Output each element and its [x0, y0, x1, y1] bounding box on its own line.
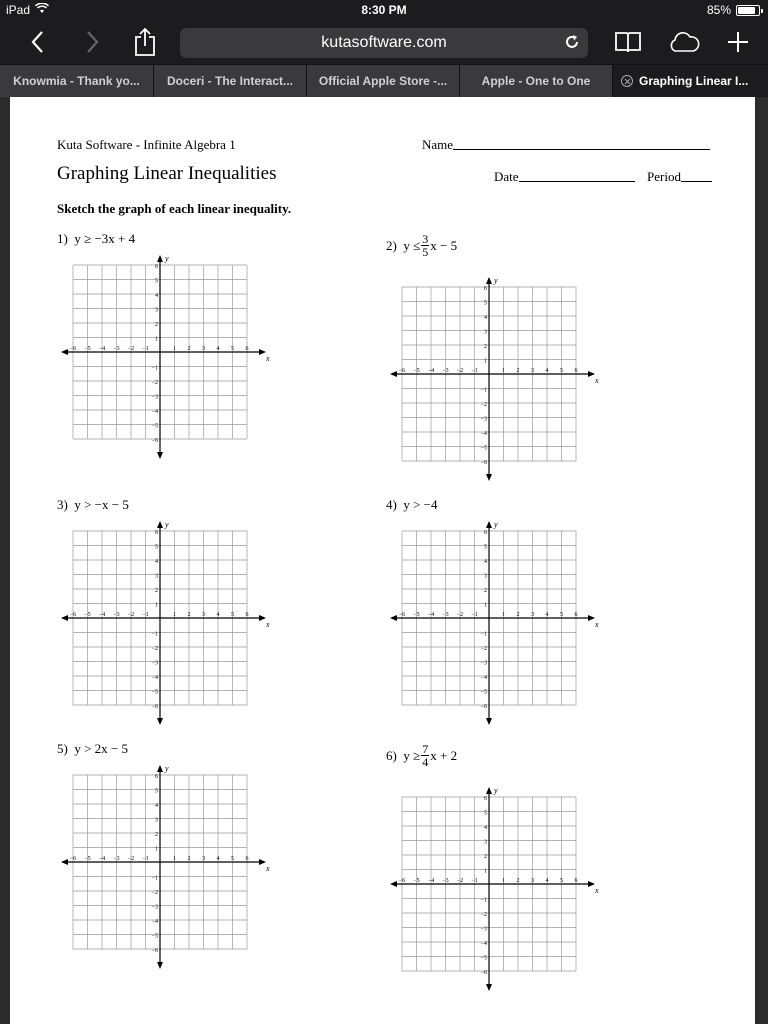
x-tick-label: −4: [427, 878, 435, 884]
tab-label: Apple - One to One: [481, 74, 591, 88]
y-tick-label: −6: [151, 704, 158, 710]
x-tick-label: 6: [245, 612, 249, 618]
url-text: kutasoftware.com: [321, 34, 447, 51]
tab-label: Doceri - The Interact...: [166, 74, 294, 88]
problem-number: 2): [386, 237, 397, 253]
x-tick-label: −3: [113, 612, 120, 618]
bookmarks-button[interactable]: [612, 26, 644, 58]
axis-arrowhead: [390, 881, 397, 887]
y-tick-label: −5: [480, 955, 487, 962]
x-tick-label: 5: [560, 368, 563, 374]
problem-number: 6): [386, 747, 397, 763]
x-tick-label: 4: [545, 612, 549, 618]
period-field: [647, 169, 712, 185]
fraction: [421, 233, 429, 258]
x-tick-label: −5: [413, 368, 420, 374]
axis-arrowhead: [486, 718, 492, 725]
x-tick-label: −4: [98, 346, 106, 352]
axis-arrowhead: [486, 474, 492, 481]
x-tick-label: 3: [202, 856, 205, 862]
y-tick-label: −3: [151, 904, 158, 911]
tab-graphing-linear[interactable]: [613, 65, 768, 97]
y-tick-label: −6: [480, 460, 487, 466]
problem-expression-tail: x − 5: [430, 237, 458, 253]
axis-arrowhead: [390, 615, 397, 621]
problem-3: [57, 497, 129, 513]
y-tick-label: 1: [484, 868, 487, 875]
instructions: Sketch the graph of each linear inequality.: [57, 201, 292, 216]
y-tick-label: 2: [155, 832, 158, 838]
x-tick-label: 5: [560, 612, 563, 618]
y-tick-label: −3: [480, 416, 487, 423]
y-tick-label: −2: [480, 402, 487, 408]
axis-arrowhead: [61, 859, 68, 865]
fraction-numerator: 7: [422, 742, 429, 756]
problem-expression: y ≥: [403, 747, 421, 763]
y-tick-label: 3: [155, 573, 158, 580]
problem-6: [386, 743, 457, 768]
plus-icon: [727, 31, 749, 53]
name-field: [422, 137, 710, 153]
tab-label: Official Apple Store -...: [318, 74, 448, 88]
cloud-icon: [667, 31, 701, 53]
x-tick-label: −4: [427, 368, 435, 374]
y-tick-label: −6: [480, 970, 487, 976]
fraction-numerator: 3: [422, 232, 429, 246]
y-tick-label: −2: [480, 912, 487, 918]
y-axis-label: y: [494, 521, 498, 529]
x-tick-label: 2: [516, 612, 520, 618]
x-tick-label: 3: [531, 878, 534, 884]
y-tick-label: 4: [484, 315, 487, 321]
y-tick-label: −1: [151, 631, 158, 638]
x-tick-label: −1: [471, 878, 478, 884]
date-label: Date: [494, 169, 519, 184]
axis-arrowhead: [588, 615, 595, 621]
x-tick-label: −1: [471, 368, 478, 374]
axis-arrowhead: [486, 787, 492, 794]
y-tick-label: 1: [155, 336, 158, 343]
y-tick-label: −6: [151, 948, 158, 954]
y-tick-label: 6: [484, 796, 487, 802]
address-bar[interactable]: [180, 28, 588, 58]
period-label: Period: [647, 169, 681, 184]
close-icon[interactable]: [621, 75, 633, 87]
y-tick-label: 4: [155, 293, 158, 299]
problem-5: [57, 741, 128, 757]
share-icon: [133, 27, 157, 57]
coordinate-grid-6[interactable]: [389, 787, 603, 993]
y-tick-label: 2: [484, 588, 487, 594]
y-tick-label: −5: [151, 933, 158, 940]
axis-arrowhead: [157, 962, 163, 969]
y-tick-label: −4: [151, 919, 158, 925]
x-tick-label: 3: [531, 368, 534, 374]
y-tick-label: −2: [151, 380, 158, 386]
x-tick-label: 1: [173, 856, 176, 862]
y-tick-label: −1: [480, 631, 487, 638]
share-button[interactable]: [130, 26, 160, 58]
axis-arrowhead: [157, 452, 163, 459]
x-tick-label: −5: [84, 856, 91, 862]
coordinate-grid-3[interactable]: [60, 521, 274, 727]
y-axis-label: y: [494, 787, 498, 795]
x-axis-label: x: [595, 886, 599, 895]
axis-arrowhead: [390, 371, 397, 377]
x-tick-label: −6: [69, 856, 77, 862]
x-tick-label: 5: [231, 612, 234, 618]
x-tick-label: −5: [84, 612, 91, 618]
x-tick-label: −6: [69, 612, 77, 618]
problem-expression-tail: x + 2: [430, 747, 458, 763]
axis-arrowhead: [157, 765, 163, 772]
x-tick-label: −1: [471, 612, 478, 618]
y-tick-label: 3: [484, 329, 487, 336]
x-tick-label: 2: [516, 368, 520, 374]
battery-percent: 85%: [706, 3, 731, 17]
new-tab-button[interactable]: [724, 26, 752, 58]
y-axis-label: y: [494, 277, 498, 285]
x-tick-label: 4: [216, 856, 220, 862]
x-tick-label: −4: [427, 612, 435, 618]
y-tick-label: −4: [480, 941, 487, 947]
y-tick-label: 5: [155, 278, 158, 285]
y-tick-label: −5: [151, 423, 158, 430]
y-tick-label: 5: [484, 544, 487, 551]
y-tick-label: 5: [484, 810, 487, 817]
y-tick-label: −1: [151, 365, 158, 372]
tab-apple-store[interactable]: [307, 65, 460, 97]
browser-toolbar: [0, 20, 768, 64]
y-tick-label: 2: [484, 854, 487, 860]
x-tick-label: 3: [202, 346, 205, 352]
tab-label: Knowmia - Thank yo...: [13, 74, 140, 88]
y-tick-label: 5: [155, 788, 158, 795]
x-tick-label: 2: [187, 346, 191, 352]
axis-arrowhead: [486, 277, 492, 284]
problem-number: 5): [57, 741, 68, 756]
y-tick-label: 6: [155, 774, 158, 780]
y-tick-label: −6: [480, 704, 487, 710]
x-tick-label: 6: [574, 878, 578, 884]
x-axis-label: x: [266, 354, 270, 363]
icloud-tabs-button[interactable]: [666, 26, 702, 58]
x-tick-label: −4: [98, 612, 106, 618]
problem-expression: y > −4: [403, 497, 438, 512]
worksheet-page: [10, 97, 755, 1024]
y-tick-label: −4: [480, 431, 487, 437]
y-tick-label: −6: [151, 438, 158, 444]
x-tick-label: 6: [574, 368, 578, 374]
x-tick-label: −2: [127, 612, 135, 618]
problem-expression: y ≤: [403, 237, 421, 253]
chevron-right-icon: [84, 30, 100, 54]
problem-expression: y ≥ −3x + 4: [74, 231, 136, 246]
book-icon: [614, 30, 642, 54]
y-tick-label: −4: [151, 675, 158, 681]
name-line: [453, 137, 710, 150]
axis-arrowhead: [157, 521, 163, 528]
x-tick-label: −3: [442, 368, 449, 374]
y-tick-label: −5: [151, 689, 158, 696]
x-tick-label: 1: [502, 612, 505, 618]
x-tick-label: −3: [113, 346, 120, 352]
axis-arrowhead: [588, 371, 595, 377]
x-tick-label: 5: [231, 346, 234, 352]
problem-number: 1): [57, 231, 68, 246]
x-tick-label: 2: [187, 856, 191, 862]
y-tick-label: 3: [484, 573, 487, 580]
y-tick-label: −1: [151, 875, 158, 882]
problem-number: 4): [386, 497, 397, 512]
y-tick-label: 1: [155, 846, 158, 853]
date-field: [494, 169, 635, 185]
y-tick-label: 2: [155, 322, 158, 328]
x-tick-label: 1: [173, 346, 176, 352]
y-tick-label: −3: [151, 660, 158, 667]
x-tick-label: 1: [502, 368, 505, 374]
x-tick-label: −2: [456, 368, 464, 374]
x-tick-label: 2: [516, 878, 520, 884]
x-tick-label: −6: [398, 612, 406, 618]
x-tick-label: −5: [84, 346, 91, 352]
x-tick-label: −1: [142, 856, 149, 862]
y-tick-label: 6: [155, 264, 158, 270]
battery-icon: [736, 5, 760, 16]
x-tick-label: −3: [113, 856, 120, 862]
x-tick-label: −5: [413, 878, 420, 884]
y-tick-label: −1: [480, 387, 487, 394]
tab-knowmia[interactable]: [0, 65, 154, 97]
y-tick-label: 5: [484, 300, 487, 307]
x-tick-label: 3: [202, 612, 205, 618]
back-button[interactable]: [24, 26, 52, 58]
x-axis-label: x: [595, 620, 599, 629]
page-title: Graphing Linear Inequalities: [57, 163, 277, 184]
x-tick-label: 4: [216, 346, 220, 352]
y-axis-label: y: [165, 521, 169, 529]
x-tick-label: 4: [216, 612, 220, 618]
y-axis-label: y: [165, 765, 169, 773]
reload-button[interactable]: [564, 34, 580, 55]
y-tick-label: 6: [484, 286, 487, 292]
x-tick-label: −2: [127, 856, 135, 862]
problem-expression: y > 2x − 5: [74, 741, 129, 756]
y-tick-label: 1: [484, 358, 487, 365]
axis-arrowhead: [61, 615, 68, 621]
y-tick-label: 1: [484, 602, 487, 609]
reload-icon: [564, 34, 580, 50]
axis-arrowhead: [157, 718, 163, 725]
axis-arrowhead: [259, 615, 266, 621]
y-tick-label: −4: [151, 409, 158, 415]
y-tick-label: 2: [155, 588, 158, 594]
y-tick-label: 3: [155, 817, 158, 824]
y-tick-label: 5: [155, 544, 158, 551]
y-tick-label: 2: [484, 344, 487, 350]
y-tick-label: 4: [155, 559, 158, 565]
y-tick-label: 3: [484, 839, 487, 846]
coordinate-grid-4[interactable]: [389, 521, 603, 727]
period-line: [681, 169, 712, 182]
axis-arrowhead: [259, 349, 266, 355]
y-tick-label: 4: [155, 803, 158, 809]
y-tick-label: −3: [480, 660, 487, 667]
tab-bar: [0, 64, 768, 96]
forward-button[interactable]: [78, 26, 106, 58]
x-axis-label: x: [595, 376, 599, 385]
y-tick-label: −1: [480, 897, 487, 904]
x-tick-label: −1: [142, 612, 149, 618]
y-tick-label: 4: [484, 559, 487, 565]
x-tick-label: −2: [127, 346, 135, 352]
x-tick-label: −3: [442, 612, 449, 618]
x-tick-label: −6: [398, 368, 406, 374]
status-bar: [0, 0, 768, 20]
x-tick-label: −6: [398, 878, 406, 884]
fraction-denominator: 4: [422, 755, 429, 769]
y-tick-label: −3: [480, 926, 487, 933]
status-time: 8:30 PM: [361, 3, 407, 17]
y-tick-label: 6: [155, 530, 158, 536]
axis-arrowhead: [157, 255, 163, 262]
axis-arrowhead: [259, 859, 266, 865]
y-axis-label: y: [165, 255, 169, 263]
x-tick-label: 4: [545, 878, 549, 884]
x-tick-label: 5: [231, 856, 234, 862]
x-tick-label: −5: [413, 612, 420, 618]
y-tick-label: −4: [480, 675, 487, 681]
x-tick-label: −2: [456, 612, 464, 618]
problem-1: [57, 231, 135, 247]
y-tick-label: −3: [151, 394, 158, 401]
device-label: iPad: [6, 3, 31, 17]
y-tick-label: −2: [151, 646, 158, 652]
x-tick-label: −1: [142, 346, 149, 352]
x-tick-label: 3: [531, 612, 534, 618]
fraction: [421, 743, 429, 768]
tab-apple-one-to-one[interactable]: [460, 65, 613, 97]
coordinate-grid-5[interactable]: [60, 765, 274, 971]
tab-doceri[interactable]: [154, 65, 307, 97]
y-tick-label: −5: [480, 689, 487, 696]
problem-expression: y > −x − 5: [74, 497, 129, 512]
axis-arrowhead: [486, 984, 492, 991]
x-tick-label: 2: [187, 612, 191, 618]
publisher-label: Kuta Software - Infinite Algebra 1: [57, 137, 236, 152]
problem-2: [386, 233, 457, 258]
x-tick-label: −6: [69, 346, 77, 352]
problem-4: [386, 497, 438, 513]
x-tick-label: 5: [560, 878, 563, 884]
coordinate-grid-2[interactable]: [389, 277, 603, 483]
chevron-left-icon: [30, 30, 46, 54]
coordinate-grid-1[interactable]: [60, 255, 274, 461]
x-tick-label: 4: [545, 368, 549, 374]
date-line: [519, 169, 635, 182]
tab-label: Graphing Linear I...: [639, 74, 749, 88]
axis-arrowhead: [486, 521, 492, 528]
x-tick-label: 1: [502, 878, 505, 884]
y-tick-label: 3: [155, 307, 158, 314]
x-tick-label: 6: [245, 856, 249, 862]
y-tick-label: −2: [480, 646, 487, 652]
x-tick-label: −4: [98, 856, 106, 862]
name-label: Name: [422, 137, 454, 152]
problem-number: 3): [57, 497, 68, 512]
x-axis-label: x: [266, 620, 270, 629]
fraction-denominator: 5: [422, 245, 429, 259]
x-tick-label: −2: [456, 878, 464, 884]
x-tick-label: −3: [442, 878, 449, 884]
x-tick-label: 6: [245, 346, 249, 352]
y-tick-label: 6: [484, 530, 487, 536]
x-tick-label: 6: [574, 612, 578, 618]
y-tick-label: −2: [151, 890, 158, 896]
x-tick-label: 1: [173, 612, 176, 618]
axis-arrowhead: [61, 349, 68, 355]
y-tick-label: −5: [480, 445, 487, 452]
y-tick-label: 1: [155, 602, 158, 609]
x-axis-label: x: [266, 864, 270, 873]
axis-arrowhead: [588, 881, 595, 887]
y-tick-label: 4: [484, 825, 487, 831]
